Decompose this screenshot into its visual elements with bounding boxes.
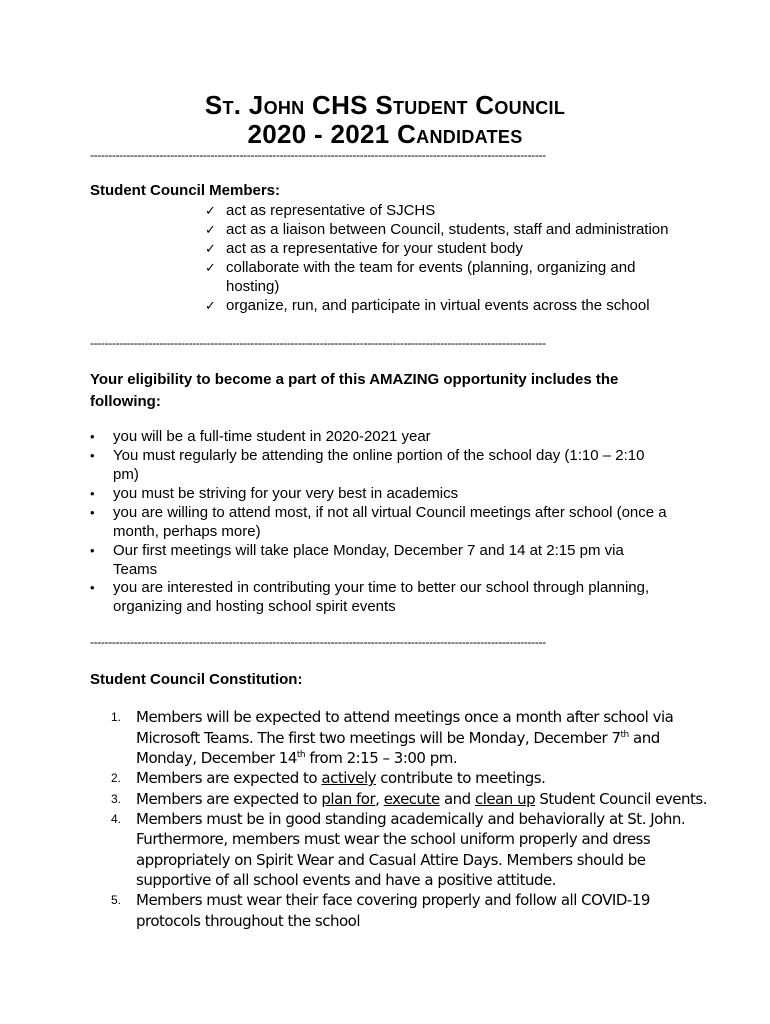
members-item-continued: hosting) bbox=[226, 278, 280, 295]
constitution-item-4-line-4: supportive of all school events and have a positive attitude. bbox=[136, 871, 556, 889]
eligibility-item-continued: Teams bbox=[113, 561, 158, 578]
check-icon: ✓ bbox=[205, 298, 216, 313]
bullet-icon: • bbox=[90, 429, 95, 444]
bullet-icon: • bbox=[90, 486, 95, 501]
bullet-icon: • bbox=[90, 580, 95, 595]
check-icon: ✓ bbox=[205, 260, 216, 275]
constitution-item-2: Members are expected to actively contribute to meetings. bbox=[136, 769, 546, 787]
title-line-2: 2020 - 2021 Candidates bbox=[247, 119, 523, 149]
constitution-item-5-line-1: Members must wear their face covering properly and follow all COVID-19 bbox=[136, 891, 650, 909]
constitution-item-4-line-3: appropriately on Spirit Wear and Casual Attire Days. Members should be bbox=[136, 851, 646, 869]
members-item: organize, run, and participate in virtual events across the school bbox=[226, 297, 650, 314]
divider-1: ----------------------------------------------------------------------------------------------------------------------------- bbox=[90, 148, 546, 162]
members-heading: Student Council Members: bbox=[90, 182, 281, 199]
constitution-item-1-line-3: Monday, December 14th from 2:15 – 3:00 pm. bbox=[136, 749, 458, 767]
eligibility-item: you must be striving for your very best in academics bbox=[113, 485, 459, 502]
members-item: act as representative of SJCHS bbox=[226, 202, 436, 219]
eligibility-item: you will be a full-time student in 2020-2021 year bbox=[113, 428, 431, 445]
list-number: 1. bbox=[111, 710, 122, 724]
constitution-item-5-line-2: protocols throughout the school bbox=[136, 912, 361, 930]
bullet-icon: • bbox=[90, 505, 95, 520]
list-number: 2. bbox=[111, 771, 122, 785]
constitution-item-4-line-2: Furthermore, members must wear the school uniform properly and dress bbox=[136, 830, 651, 848]
check-icon: ✓ bbox=[205, 241, 216, 256]
eligibility-item: You must regularly be attending the online portion of the school day (1:10 – 2:10 bbox=[113, 447, 645, 464]
members-item: act as a representative for your student body bbox=[226, 240, 523, 257]
constitution-item-3: Members are expected to plan for, execute and clean up Student Council events. bbox=[136, 790, 707, 808]
constitution-item-1-line-2: Microsoft Teams. The first two meetings will be Monday, December 7th and bbox=[136, 729, 660, 747]
constitution-heading: Student Council Constitution: bbox=[90, 671, 303, 688]
eligibility-heading-line-1: Your eligibility to become a part of this AMAZING opportunity includes the bbox=[90, 371, 619, 388]
eligibility-item: Our first meetings will take place Monday, December 7 and 14 at 2:15 pm via bbox=[113, 542, 624, 559]
divider-3: ----------------------------------------------------------------------------------------------------------------------------- bbox=[90, 635, 546, 649]
bullet-icon: • bbox=[90, 448, 95, 463]
eligibility-item: you are willing to attend most, if not all virtual Council meetings after school (once a bbox=[113, 504, 667, 521]
eligibility-item-continued: month, perhaps more) bbox=[113, 523, 261, 540]
list-number: 3. bbox=[111, 792, 122, 806]
eligibility-heading-line-2: following: bbox=[90, 393, 161, 410]
constitution-item-1-line-1: Members will be expected to attend meetings once a month after school via bbox=[136, 708, 674, 726]
divider-2: ----------------------------------------------------------------------------------------------------------------------------- bbox=[90, 336, 546, 350]
eligibility-item: you are interested in contributing your time to better our school through planning, bbox=[113, 579, 650, 596]
check-icon: ✓ bbox=[205, 222, 216, 237]
members-item: collaborate with the team for events (planning, organizing and bbox=[226, 259, 636, 276]
list-number: 4. bbox=[111, 812, 122, 826]
bullet-icon: • bbox=[90, 543, 95, 558]
members-item: act as a liaison between Council, students, staff and administration bbox=[226, 221, 669, 238]
check-icon: ✓ bbox=[205, 203, 216, 218]
eligibility-item-continued: pm) bbox=[113, 466, 139, 483]
list-number: 5. bbox=[111, 893, 122, 907]
constitution-item-4-line-1: Members must be in good standing academically and behaviorally at St. John. bbox=[136, 810, 686, 828]
eligibility-item-continued: organizing and hosting school spirit events bbox=[113, 598, 396, 615]
title-line-1: St. John CHS Student Council bbox=[204, 90, 566, 120]
